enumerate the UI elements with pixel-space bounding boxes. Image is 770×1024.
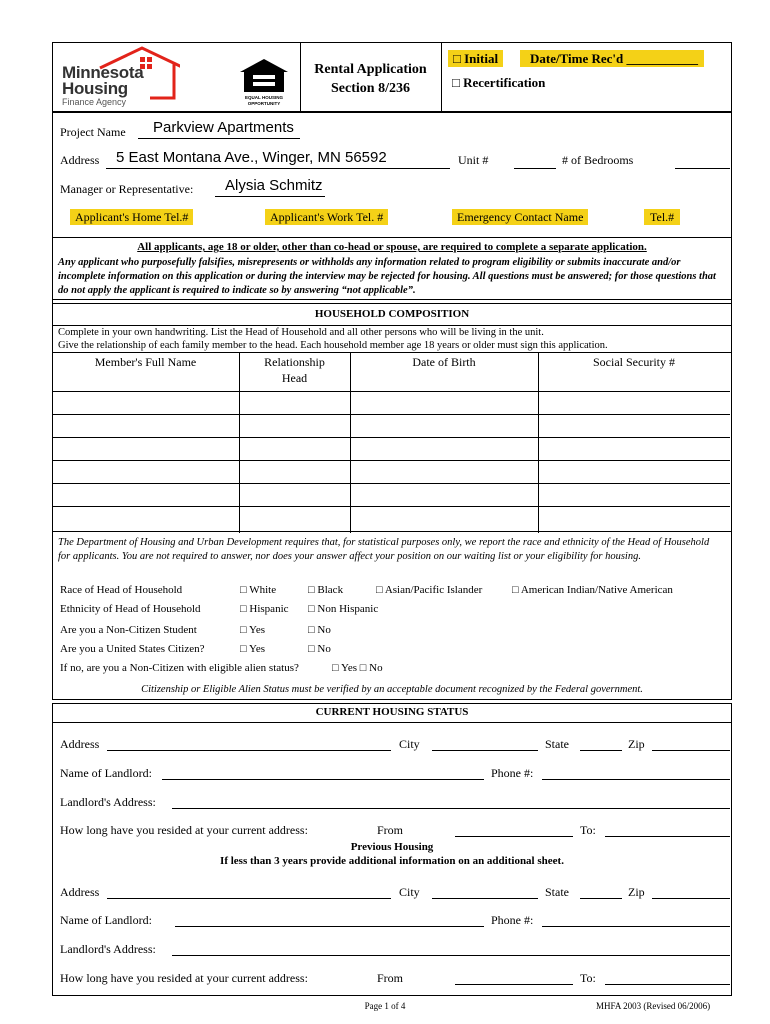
work-tel-text: Applicant's Work Tel. # xyxy=(265,209,388,225)
current-landlord-address-line[interactable] xyxy=(172,808,730,809)
mhfa-logo xyxy=(60,44,180,110)
alien-status-options[interactable] xyxy=(332,662,383,674)
equal-housing-icon xyxy=(238,58,290,94)
previous-housing-title: Previous Housing xyxy=(350,841,434,853)
prev-from-label: From xyxy=(377,971,404,985)
household-title: HOUSEHOLD COMPOSITION xyxy=(314,308,470,320)
student-option-yes[interactable] xyxy=(240,624,265,636)
race-black-label: Black xyxy=(317,584,344,596)
address-line xyxy=(106,168,450,169)
race-native-label: American Indian/Native American xyxy=(520,584,673,596)
current-address-line[interactable] xyxy=(107,750,391,751)
current-landlord-line[interactable] xyxy=(162,779,484,780)
datetime-received xyxy=(520,51,704,67)
notice-line-2: Any applicant who purposefully falsifies, misrepresents or withholds any information related to program eligibility or submits inaccurate and/or incomplete information on this application or during the interview may be rejected for housing. All questions must be answered; for those questions that do not apply the applicant is required to indicate so by answering “not applicable”. xyxy=(58,257,716,296)
prev-to-label: To: xyxy=(580,971,596,985)
prev-howlong-label: How long have you resided at your current address: xyxy=(60,971,308,985)
household-instruction-1: Complete in your own handwriting. List the Head of Household and all other persons who will be living in the unit. xyxy=(58,327,544,338)
citizen-option-yes[interactable] xyxy=(240,643,265,655)
header-divider-2 xyxy=(441,42,442,112)
manager-value[interactable]: Alysia Schmitz xyxy=(225,177,323,194)
current-city-label: City xyxy=(399,737,420,751)
bedrooms-line[interactable] xyxy=(675,168,730,169)
race-option-white[interactable] xyxy=(240,584,276,596)
checkbox-icon: □ xyxy=(240,624,247,636)
current-zip-label: Zip xyxy=(628,737,645,751)
notice-line-1: All applicants, age 18 or older, other than co-head or spouse, are required to complete a separate application. xyxy=(137,241,647,253)
logo-line-1: Minnesota xyxy=(62,63,144,82)
table-row[interactable] xyxy=(52,437,730,438)
checkbox-icon: □ xyxy=(332,662,339,674)
unit-line[interactable] xyxy=(514,168,556,169)
citizen-yes-label: Yes xyxy=(249,643,266,655)
emergency-contact-label[interactable] xyxy=(452,210,588,225)
student-label: Are you a Non-Citizen Student xyxy=(60,624,197,636)
current-state-label: State xyxy=(545,737,569,751)
manager-label: Manager or Representative: xyxy=(60,182,194,196)
current-landlord-label: Name of Landlord: xyxy=(60,766,152,780)
prev-zip-label: Zip xyxy=(628,885,645,899)
current-to-line[interactable] xyxy=(605,836,730,837)
current-landlord-address-label: Landlord's Address: xyxy=(60,795,156,809)
prev-address-line[interactable] xyxy=(107,898,391,899)
initial-option[interactable] xyxy=(448,51,503,67)
race-option-asian[interactable] xyxy=(376,584,482,596)
alien-status-options-label: Yes □ No xyxy=(341,662,383,674)
race-label: Race of Head of Household xyxy=(60,584,183,596)
initial-label: Initial xyxy=(464,51,499,66)
current-title-rule xyxy=(52,722,732,723)
notice-top-rule xyxy=(52,237,732,238)
table-row[interactable] xyxy=(52,483,730,484)
household-title-rule xyxy=(52,325,732,326)
current-housing-title: CURRENT HOUSING STATUS xyxy=(315,706,469,718)
form-number: MHFA 2003 (Revised 06/2006) xyxy=(596,1001,711,1011)
project-name-label: Project Name xyxy=(60,125,126,139)
citizen-label: Are you a United States Citizen? xyxy=(60,643,205,655)
current-state-line[interactable] xyxy=(580,750,622,751)
student-yes-label: Yes xyxy=(249,624,266,636)
prev-phone-line[interactable] xyxy=(542,926,730,927)
household-second-rule xyxy=(52,303,732,304)
checkbox-icon: □ xyxy=(240,584,247,596)
household-instruction-2: Give the relationship of each family member to the head. Each household member age 18 years or older must sign this application. xyxy=(58,340,608,351)
table-row[interactable] xyxy=(52,460,730,461)
citizen-no-label: No xyxy=(317,643,331,655)
previous-housing-subtitle: If less than 3 years provide additional information on an additional sheet. xyxy=(220,855,564,867)
alien-status-label: If no, are you a Non-Citizen with eligible alien status? xyxy=(60,662,299,674)
prev-zip-line[interactable] xyxy=(652,898,730,899)
checkbox-icon: □ xyxy=(308,603,315,615)
prev-state-line[interactable] xyxy=(580,898,622,899)
form-subtitle: Section 8/236 xyxy=(331,81,410,96)
checkbox-icon: □ xyxy=(512,584,519,596)
prev-landlord-address-label: Landlord's Address: xyxy=(60,942,156,956)
current-to-label: To: xyxy=(580,823,596,837)
checkbox-icon: □ xyxy=(240,603,247,615)
household-top-rule xyxy=(52,299,732,300)
prev-state-label: State xyxy=(545,885,569,899)
current-from-label: From xyxy=(377,823,404,837)
form-title: Rental Application xyxy=(314,62,427,77)
prev-city-line[interactable] xyxy=(432,898,538,899)
student-no-label: No xyxy=(317,624,331,636)
logo-line-3: Finance Agency xyxy=(62,97,127,107)
student-option-no[interactable] xyxy=(308,624,331,636)
ethnicity-option-hispanic[interactable] xyxy=(240,603,289,615)
recertification-option[interactable] xyxy=(452,75,545,91)
prev-landlord-address-line[interactable] xyxy=(172,955,730,956)
home-tel-label[interactable] xyxy=(70,210,193,225)
checkbox-icon: □ xyxy=(308,584,315,596)
emergency-tel-label[interactable] xyxy=(644,210,680,225)
checkbox-icon: □ xyxy=(308,643,315,655)
bedrooms-label: # of Bedrooms xyxy=(562,153,634,167)
current-phone-label: Phone #: xyxy=(491,766,534,780)
race-option-native[interactable] xyxy=(512,584,673,596)
current-phone-line[interactable] xyxy=(542,779,730,780)
citizenship-verify-note: Citizenship or Eligible Alien Status must be verified by an acceptable document recognized by the Federal government. xyxy=(141,684,643,695)
checkbox-icon: □ xyxy=(452,75,460,90)
race-intro: The Department of Housing and Urban Development requires that, for statistical purposes only, we report the race and ethnicity of the Head of Household for applicants. You are not required to answer, nor does your answer affect your position on our waiting list or your eligibility for housing. xyxy=(58,537,710,562)
datetime-label: Date/Time Rec'd ___________ xyxy=(520,50,704,67)
col-header-relationship: Relationship xyxy=(264,355,325,369)
prev-to-line[interactable] xyxy=(605,984,730,985)
race-white-label: White xyxy=(249,584,277,596)
recertification-label: Recertification xyxy=(463,75,546,90)
checkbox-icon: □ xyxy=(453,51,461,66)
current-howlong-label: How long have you resided at your current address: xyxy=(60,823,308,837)
manager-line xyxy=(215,196,325,197)
project-name-line xyxy=(138,138,300,139)
equal-housing-logo xyxy=(238,58,290,108)
project-name-value[interactable]: Parkview Apartments xyxy=(153,119,294,136)
table-row[interactable] xyxy=(52,506,730,507)
page-number: Page 1 of 4 xyxy=(364,1001,406,1011)
unit-label: Unit # xyxy=(458,153,489,167)
checkbox-icon: □ xyxy=(240,643,247,655)
logo-line-2: Housing xyxy=(62,79,128,98)
citizen-option-no[interactable] xyxy=(308,643,331,655)
ethnicity-option-non-hispanic[interactable] xyxy=(308,603,378,615)
ethnicity-label: Ethnicity of Head of Household xyxy=(60,603,201,615)
current-zip-line[interactable] xyxy=(652,750,730,751)
checkbox-icon: □ xyxy=(308,624,315,636)
address-label: Address xyxy=(60,153,100,167)
race-option-black[interactable] xyxy=(308,584,343,596)
ethnicity-hispanic-label: Hispanic xyxy=(249,603,289,615)
prev-landlord-label: Name of Landlord: xyxy=(60,913,152,927)
current-address-label: Address xyxy=(60,737,100,751)
prev-landlord-line[interactable] xyxy=(175,926,484,927)
prev-phone-label: Phone #: xyxy=(491,913,534,927)
work-tel-label[interactable] xyxy=(265,210,388,225)
address-value[interactable]: 5 East Montana Ave., Winger, MN 56592 xyxy=(116,149,387,166)
prev-from-line[interactable] xyxy=(455,984,573,985)
table-row[interactable] xyxy=(52,414,730,415)
col-header-dob: Date of Birth xyxy=(412,355,476,369)
ethnicity-non-hispanic-label: Non Hispanic xyxy=(317,603,379,615)
prev-city-label: City xyxy=(399,885,420,899)
prev-address-label: Address xyxy=(60,885,100,899)
checkbox-icon: □ xyxy=(376,584,383,596)
table-row[interactable] xyxy=(52,391,730,392)
household-table xyxy=(52,352,732,532)
current-city-line[interactable] xyxy=(432,750,538,751)
emergency-tel-text: Tel.# xyxy=(644,209,680,225)
col-header-ssn: Social Security # xyxy=(593,355,675,369)
home-tel-text: Applicant's Home Tel.# xyxy=(70,209,193,225)
head-label: Head xyxy=(281,371,308,385)
race-asian-label: Asian/Pacific Islander xyxy=(384,584,483,596)
current-from-line[interactable] xyxy=(455,836,573,837)
col-header-name: Member's Full Name xyxy=(94,355,197,369)
eho-line-1: EQUAL HOUSING xyxy=(245,95,283,100)
eho-line-2: OPPORTUNITY xyxy=(247,101,281,106)
emergency-contact-text: Emergency Contact Name xyxy=(452,209,588,225)
